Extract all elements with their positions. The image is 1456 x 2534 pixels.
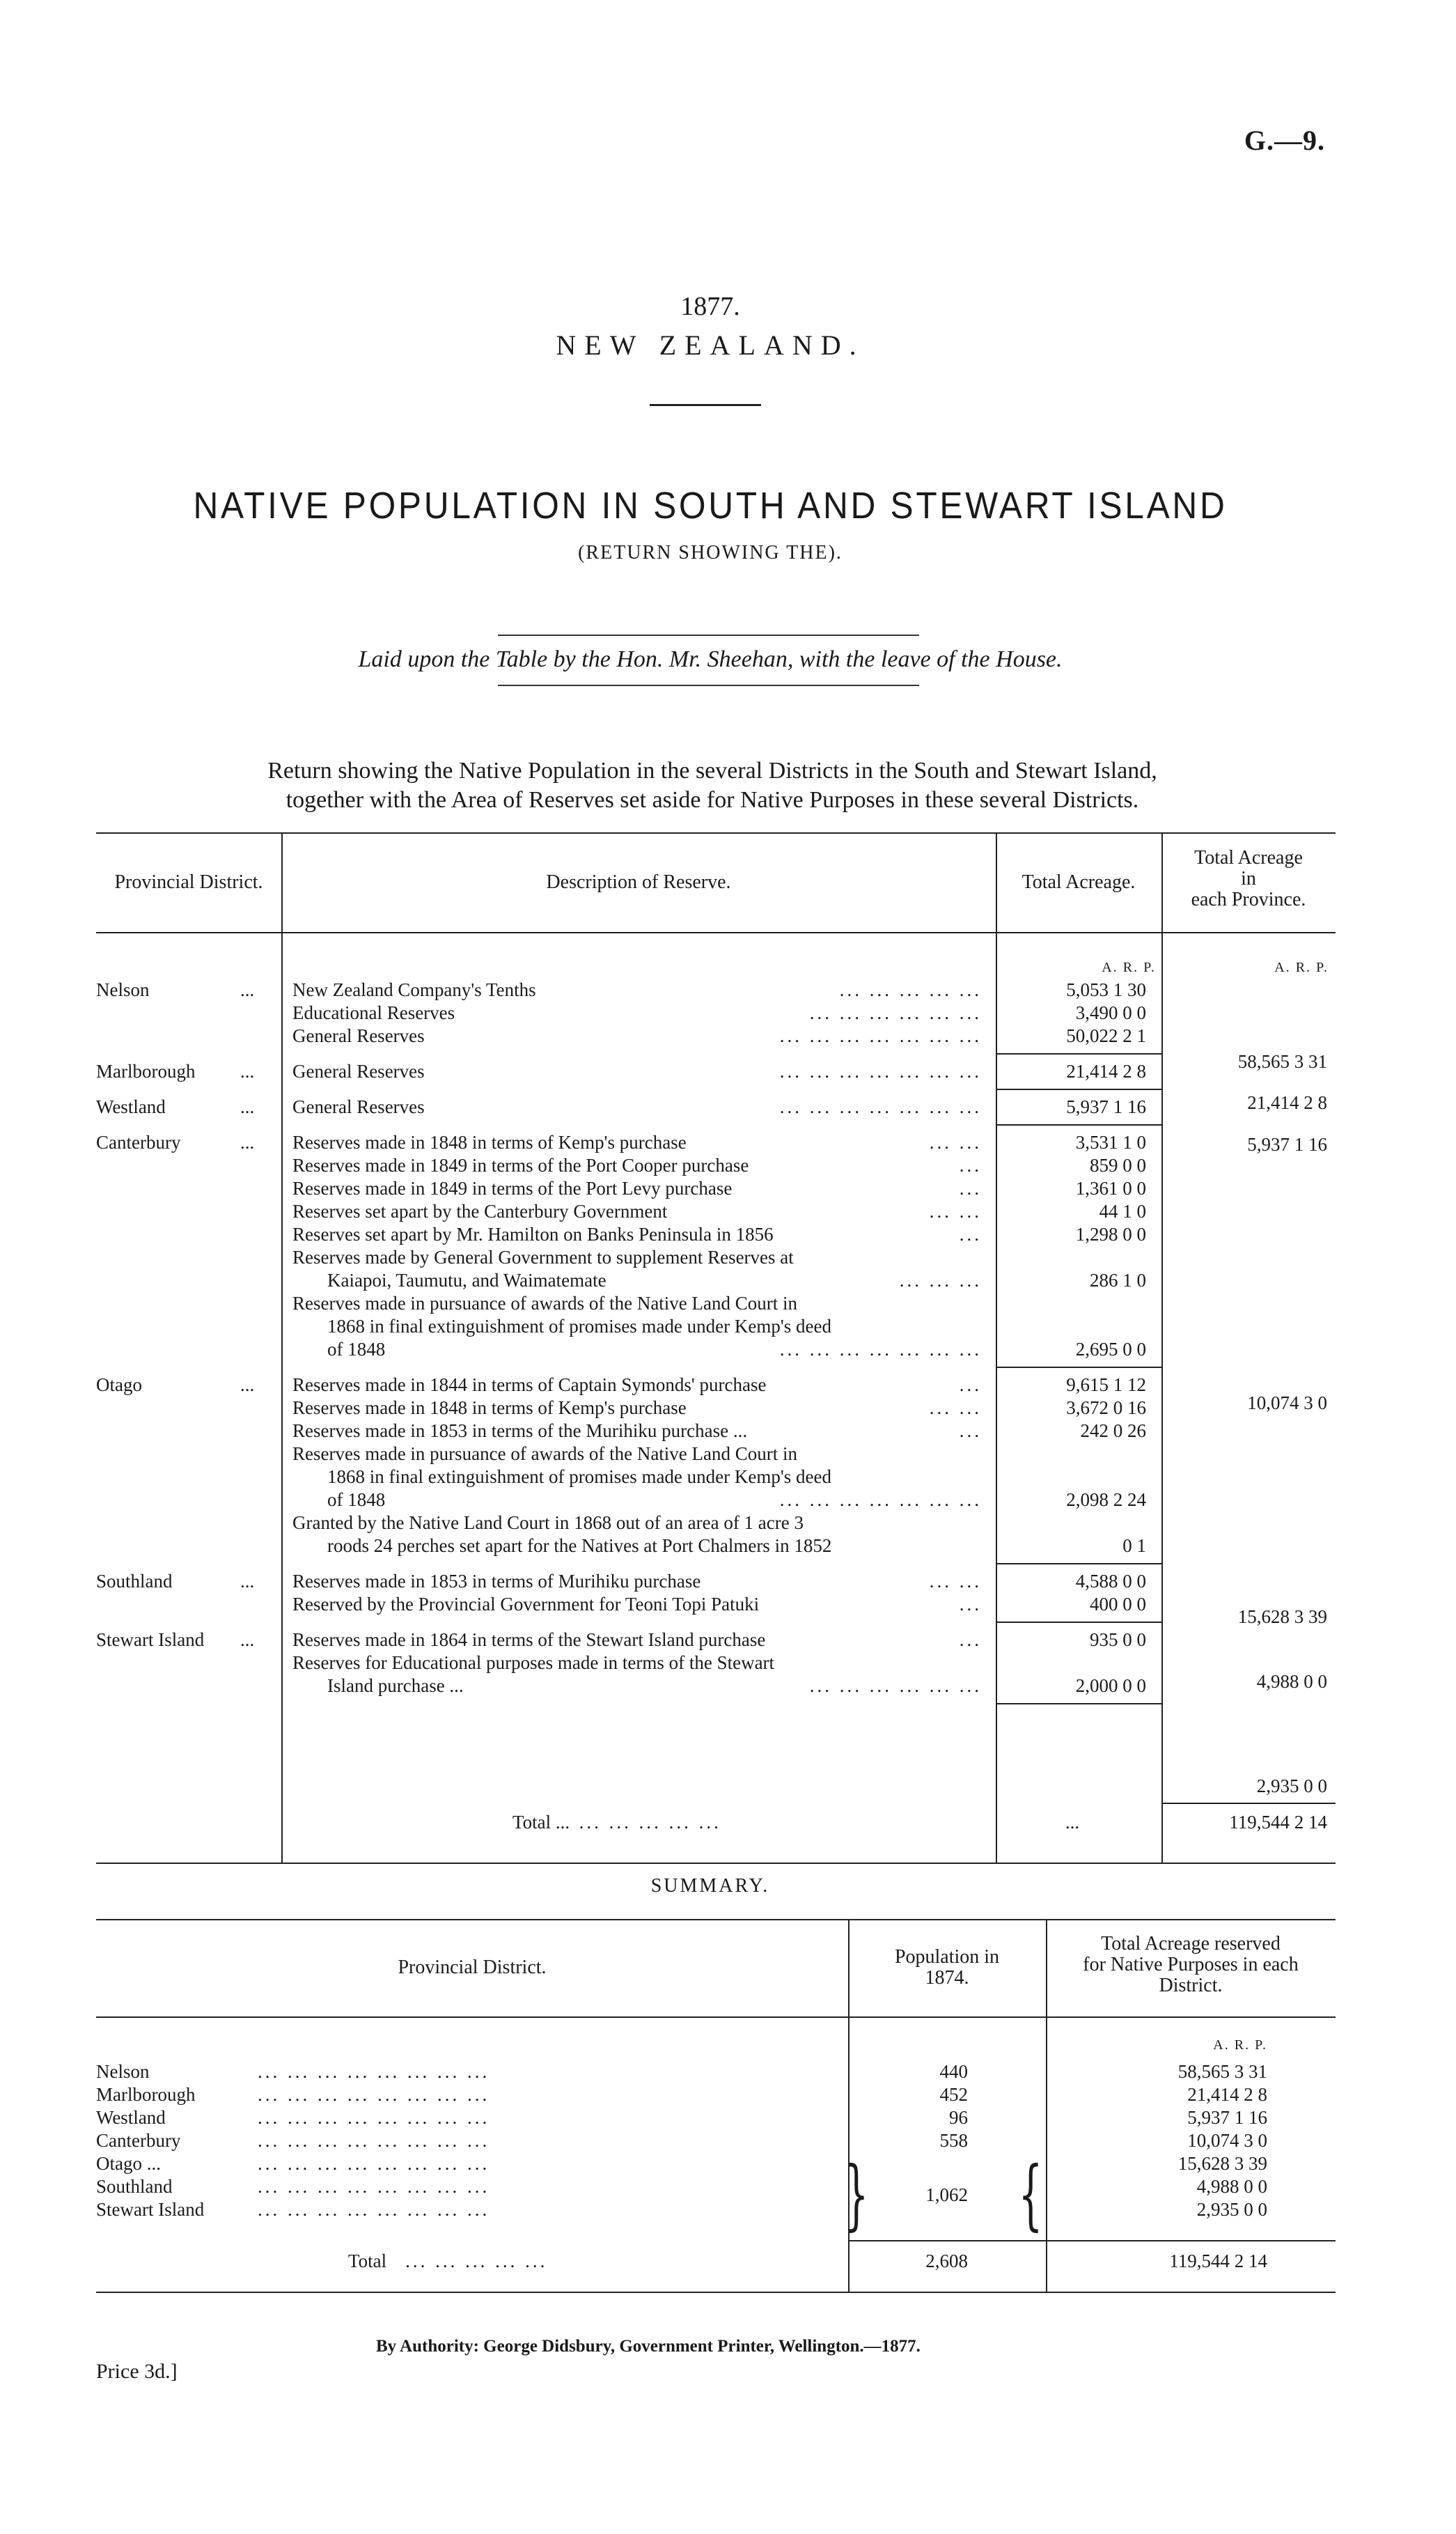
summary-district: Southland <box>96 2176 173 2197</box>
summary-district: Nelson <box>96 2061 150 2082</box>
reserve-description: Reserves made in 1864 in terms of the Stewart Island purchase <box>292 1629 766 1650</box>
summary-district: Canterbury <box>96 2130 181 2151</box>
leader-dots: ... <box>959 1224 982 1245</box>
leader-dots: ... ... ... ... ... ... ... <box>779 1489 982 1510</box>
summary-acreage: 2,935 0 0 <box>1196 2199 1267 2220</box>
summary-header-rule <box>96 2016 1336 2018</box>
province-total: 58,565 3 31 <box>1237 1051 1327 1072</box>
leader-dots: ... ... ... ... ... <box>405 2251 548 2271</box>
leader-dots: ... ... ... ... ... ... <box>809 1675 982 1696</box>
province-total: 15,628 3 39 <box>1237 1606 1327 1627</box>
header-line: Population in <box>894 1946 1000 1968</box>
summary-header-population <box>848 1947 1046 1989</box>
leader-dots: ... ... ... ... ... ... ... ... <box>258 2084 490 2105</box>
summary-acreage: 21,414 2 8 <box>1187 2084 1267 2105</box>
grand-total: 119,544 2 14 <box>1229 1812 1327 1833</box>
reserve-acreage: 286 1 0 <box>1090 1270 1146 1291</box>
reserve-acreage: 1,361 0 0 <box>1075 1178 1146 1199</box>
reserve-description: of 1848 <box>327 1339 386 1360</box>
reserve-acreage: 1,298 0 0 <box>1075 1224 1146 1245</box>
reserve-description: Reserves made in pursuance of awards of the Native Land Court in <box>292 1293 798 1314</box>
reserve-acreage: 50,022 2 1 <box>1066 1025 1146 1046</box>
brace-right: { <box>1018 2150 1043 2239</box>
summary-acreage: 10,074 3 0 <box>1187 2130 1267 2151</box>
summary-population: 96 <box>949 2107 968 2128</box>
leader-dots: ... ... ... ... ... ... ... <box>779 1025 982 1046</box>
district-name: Stewart Island <box>96 1629 205 1650</box>
district-name: Nelson <box>96 979 150 1000</box>
price: Price 3d.] <box>96 2360 178 2383</box>
leader-dots: ... <box>240 1374 255 1395</box>
header-line: in <box>1241 868 1256 889</box>
reserve-description: roods 24 perches set apart for the Natives at Port Chalmers in 1852 <box>327 1535 832 1556</box>
column-rule <box>1161 832 1163 1863</box>
reserve-acreage: 44 1 0 <box>1099 1201 1146 1222</box>
province-total: 4,988 0 0 <box>1256 1671 1327 1692</box>
leader-dots: ... ... <box>929 1201 982 1222</box>
page-subtitle: (RETURN SHOWING THE). <box>578 542 843 563</box>
reserve-acreage: 2,695 0 0 <box>1075 1339 1146 1360</box>
unit-header: A. R. P. <box>1102 960 1156 975</box>
leader-dots: ... ... ... ... ... ... ... <box>779 1339 982 1360</box>
summary-total-population: 2,608 <box>925 2251 968 2271</box>
printer-authority: By Authority: George Didsbury, Government Printer, Wellington.—1877. <box>376 2337 921 2356</box>
summary-population: 558 <box>939 2130 968 2151</box>
leader-dots: ... ... ... ... ... ... ... ... <box>258 2130 490 2151</box>
return-intro <box>96 756 1329 815</box>
header-line: District. <box>1159 1975 1223 1996</box>
summary-acreage: 4,988 0 0 <box>1196 2176 1267 2197</box>
reserve-acreage: 0 1 <box>1122 1535 1146 1556</box>
header-line: Total Acreage <box>1194 847 1303 869</box>
leader-dots: ... <box>959 1155 982 1176</box>
summary-total-rule <box>848 2240 1336 2241</box>
acreage-rule <box>996 1124 1161 1126</box>
unit-header: A. R. P. <box>1213 2037 1267 2053</box>
total-acreage-placeholder: ... <box>1065 1812 1080 1833</box>
summary-acreage: 58,565 3 31 <box>1177 2061 1267 2082</box>
reserve-acreage: 5,053 1 30 <box>1066 979 1146 1000</box>
leader-dots: ... <box>959 1178 982 1199</box>
header-line: Total Acreage reserved <box>1101 1933 1281 1954</box>
summary-total-label <box>348 2250 547 2273</box>
reserve-acreage: 2,000 0 0 <box>1075 1675 1146 1696</box>
reserve-description: Reserves set apart by the Canterbury Government <box>292 1201 668 1222</box>
leader-dots: ... <box>240 1096 255 1117</box>
district-name: Westland <box>96 1096 166 1117</box>
leader-dots: ... ... <box>929 1397 982 1418</box>
leader-dots: ... ... <box>929 1571 982 1592</box>
reserve-description: Reserves made in 1848 in terms of Kemp's purchase <box>292 1397 687 1418</box>
reserve-acreage: 2,098 2 24 <box>1066 1489 1146 1510</box>
column-rule <box>281 832 283 1863</box>
header-total-acreage: Total Acreage. <box>1021 871 1136 893</box>
leader-dots: ... ... ... ... ... ... ... ... <box>258 2199 490 2220</box>
leader-dots: ... ... ... ... ... ... ... ... <box>258 2107 490 2128</box>
page-title: NATIVE POPULATION IN SOUTH AND STEWART ISLAND <box>193 485 1228 527</box>
country-title: NEW ZEALAND. <box>556 329 865 361</box>
province-total: 5,937 1 16 <box>1247 1134 1327 1155</box>
acreage-rule <box>996 1367 1161 1368</box>
summary-top-rule <box>96 1919 1336 1920</box>
leader-dots: ... ... ... ... ... ... <box>809 1002 982 1023</box>
district-name: Canterbury <box>96 1132 181 1153</box>
header-line: for Native Purposes in each <box>1083 1954 1299 1975</box>
summary-district: Otago ... <box>96 2153 161 2174</box>
grouped-population: 1,062 <box>925 2184 968 2205</box>
leader-dots: ... <box>240 1132 255 1153</box>
leader-dots: ... <box>959 1594 982 1615</box>
reserve-description: New Zealand Company's Tenths <box>292 979 536 1000</box>
summary-district: Stewart Island <box>96 2199 205 2220</box>
reserve-description: General Reserves <box>292 1025 425 1046</box>
leader-dots: ... <box>240 979 255 1000</box>
reserve-acreage: 5,937 1 16 <box>1066 1096 1146 1117</box>
leader-dots: ... ... ... ... ... ... ... ... <box>258 2153 490 2174</box>
reserve-description: Reserves made in 1848 in terms of Kemp's purchase <box>292 1132 687 1153</box>
reserve-description: Island purchase ... <box>327 1675 464 1696</box>
reserve-acreage: 859 0 0 <box>1090 1155 1146 1176</box>
return-intro-line1: Return showing the Native Population in the several Districts in the South and Stewart Island, <box>267 758 1157 784</box>
header-line: each Province. <box>1191 889 1306 910</box>
reserve-acreage: 4,588 0 0 <box>1075 1571 1146 1592</box>
summary-district: Westland <box>96 2107 166 2128</box>
reserve-description: Reserves for Educational purposes made in terms of the Stewart <box>292 1652 775 1673</box>
acreage-rule <box>996 1053 1161 1055</box>
reserve-description: of 1848 <box>327 1489 386 1510</box>
acreage-rule <box>996 1089 1161 1090</box>
province-total: 10,074 3 0 <box>1247 1392 1327 1413</box>
leader-dots: ... ... ... ... ... <box>839 979 982 1000</box>
reserve-acreage: 3,531 1 0 <box>1075 1132 1146 1153</box>
leader-dots: ... ... ... ... ... <box>579 1812 721 1833</box>
summary-district: Marlborough <box>96 2084 196 2105</box>
province-total: 2,935 0 0 <box>1256 1775 1327 1796</box>
reserve-description: Reserves made in 1853 in terms of Murihiku purchase <box>292 1571 701 1592</box>
unit-header: A. R. P. <box>1274 960 1329 975</box>
header-description: Description of Reserve. <box>546 871 731 893</box>
leader-dots: ... <box>240 1061 255 1082</box>
summary-population: 452 <box>939 2084 968 2105</box>
leader-dots: ... ... ... ... ... ... ... ... <box>258 2176 490 2197</box>
reserve-acreage: 3,672 0 16 <box>1066 1397 1146 1418</box>
leader-dots: ... ... ... ... ... ... ... <box>779 1061 982 1082</box>
divider <box>498 685 919 686</box>
reserve-description: Reserves set apart by Mr. Hamilton on Banks Peninsula in 1856 <box>292 1224 774 1245</box>
laid-statement: Laid upon the Table by the Hon. Mr. Sheehan, with the leave of the House. <box>358 646 1063 672</box>
header-province-total <box>1161 848 1336 910</box>
leader-dots: ... <box>959 1629 982 1650</box>
summary-population: 440 <box>939 2061 968 2082</box>
reserve-description: Reserves made in 1844 in terms of Captain Symonds' purchase <box>292 1374 767 1395</box>
total-text: Total ... <box>512 1812 570 1833</box>
reserve-description: Reserves made in 1849 in terms of the Port Levy purchase <box>292 1178 733 1199</box>
district-name: Marlborough <box>96 1061 196 1082</box>
reserve-acreage: 242 0 26 <box>1080 1420 1146 1441</box>
reserve-acreage: 400 0 0 <box>1090 1594 1146 1615</box>
reserve-description: 1868 in final extinguishment of promises made under Kemp's deed <box>327 1466 831 1487</box>
leader-dots: ... <box>240 1629 255 1650</box>
reserve-description: Reserves made in 1849 in terms of the Port Cooper purchase <box>292 1155 749 1176</box>
reserve-description: 1868 in final extinguishment of promises made under Kemp's deed <box>327 1316 831 1337</box>
header-line: 1874. <box>925 1967 969 1989</box>
header-district: Provincial District. <box>114 871 263 893</box>
summary-header-acreage <box>1046 1934 1336 1996</box>
summary-header-district: Provincial District. <box>398 1957 547 1978</box>
reserve-acreage: 3,490 0 0 <box>1075 1002 1146 1023</box>
summary-bottom-rule <box>96 2292 1336 2293</box>
table-bottom-rule <box>96 1863 1336 1864</box>
summary-acreage: 15,628 3 39 <box>1177 2153 1267 2174</box>
reserve-acreage: 935 0 0 <box>1090 1629 1146 1650</box>
reserve-description: General Reserves <box>292 1061 425 1082</box>
brace-left: } <box>844 2150 869 2239</box>
acreage-rule <box>996 1622 1161 1623</box>
acreage-rule <box>996 1703 1161 1704</box>
year: 1877. <box>680 292 740 321</box>
return-intro-line2: together with the Area of Reserves set aside for Native Purposes in these several Districts. <box>285 787 1139 813</box>
summary-title: SUMMARY. <box>650 1875 770 1897</box>
column-rule <box>996 832 997 1863</box>
reserve-description: Reserves made by General Government to supplement Reserves at <box>292 1247 794 1268</box>
leader-dots: ... <box>240 1571 255 1592</box>
summary-total-acreage: 119,544 2 14 <box>1169 2251 1267 2271</box>
province-total: 21,414 2 8 <box>1247 1092 1327 1113</box>
total-text: Total <box>348 2251 387 2271</box>
reserve-description: Granted by the Native Land Court in 1868 out of an area of 1 acre 3 <box>292 1512 804 1533</box>
divider <box>650 404 761 406</box>
reserve-description: Kaiapoi, Taumutu, and Waimatemate <box>327 1270 606 1291</box>
district-name: Southland <box>96 1571 173 1592</box>
reserve-description: Reserves made in 1853 in terms of the Murihiku purchase ... <box>292 1420 748 1441</box>
leader-dots: ... ... ... ... ... ... ... <box>779 1096 982 1117</box>
reserve-acreage: 9,615 1 12 <box>1066 1374 1146 1395</box>
leader-dots: ... ... ... <box>899 1270 982 1291</box>
document-code: G.—9. <box>1244 125 1325 156</box>
district-name: Otago <box>96 1374 142 1395</box>
divider <box>498 635 919 636</box>
leader-dots: ... ... <box>929 1132 982 1153</box>
reserve-acreage: 21,414 2 8 <box>1066 1061 1146 1082</box>
reserve-description: Reserved by the Provincial Government for Teoni Topi Patuki <box>292 1594 760 1615</box>
reserve-description: Educational Reserves <box>292 1002 455 1023</box>
acreage-rule <box>996 1563 1161 1564</box>
leader-dots: ... <box>959 1374 982 1395</box>
leader-dots: ... ... ... ... ... ... ... ... <box>258 2061 490 2082</box>
total-rule <box>1161 1803 1336 1804</box>
summary-acreage: 5,937 1 16 <box>1187 2107 1267 2128</box>
reserve-description: General Reserves <box>292 1096 425 1117</box>
reserve-description: Reserves made in pursuance of awards of the Native Land Court in <box>292 1443 798 1464</box>
total-label <box>512 1811 721 1834</box>
leader-dots: ... <box>959 1420 982 1441</box>
